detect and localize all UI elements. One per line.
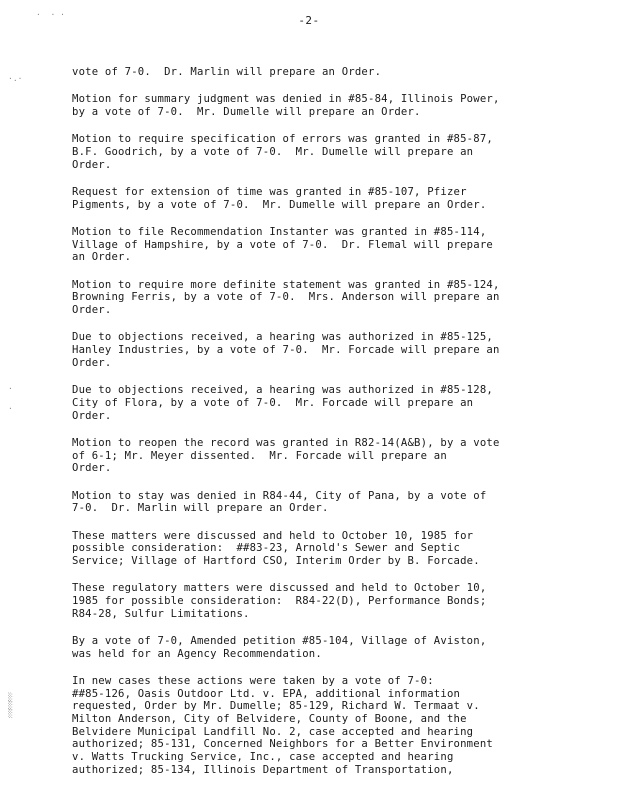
scan-mark: · · · [36,10,65,19]
scan-mark: · [8,384,13,393]
scan-mark: · [8,404,13,413]
scan-mark: ░ ░ ░ [8,693,13,718]
paragraph: These matters were discussed and held to October 10, 1985 for possible consideration: ##83-23, Arnold's Sewer and Septic Service; Village of Hartford CSO, Interim Order by B. Forcade. [72,529,480,567]
paragraph: Motion to file Recommendation Instanter was granted in #85-114, Village of Hampshire, by a vote of 7-0. Dr. Flemal will prepare an Order. [72,226,493,264]
paragraph: By a vote of 7-0, Amended petition #85-104, Village of Aviston, was held for an Agency Recommendation. [72,634,487,660]
scan-mark: ·.· [8,74,23,83]
paragraph: Motion for summary judgment was denied in #85-84, Illinois Power, by a vote of 7-0. Mr. Dumelle will prepare an Order. [72,93,500,118]
paragraph: Request for extension of time was granted in #85-107, Pfizer Pigments, by a vote of 7-0. Mr. Dumelle will prepare an Order. [72,186,487,211]
document-body [72,66,562,791]
paragraph: Due to objections received, a hearing was authorized in #85-128, City of Flora, by a vote of 7-0. Mr. Forcade will prepare an Order. [72,384,493,422]
page-number: -2- [298,14,320,27]
paragraph: Motion to require more definite statement was granted in #85-124, Browning Ferris, by a vote of 7-0. Mrs. Anderson will prepare an Order. [72,278,500,317]
paragraph: Motion to reopen the record was granted in R82-14(A&B), by a vote of 6-1; Mr. Meyer dissented. Mr. Forcade will prepare an Order. [72,436,500,475]
paragraph: In new cases these actions were taken by a vote of 7-0: ##85-126, Oasis Outdoor Ltd. v. EPA, additional information requested, Order by Mr. Dumelle; 85-129, Richard W. Termaat v. Milton Anderson, City of Belvidere, County of Boone, and the Belvidere Municipal Landfill No. 2, case accepted and hearing authorized; 85-131, Concerned Neighbors for a Better Environment v. Watts Trucking Service, Inc., case accepted and hearing authorized; 85-134, Illinois Department of Transportation, [72,674,493,776]
paragraph: These regulatory matters were discussed and held to October 10, 1985 for possible consideration: R84-22(D), Performance Bonds; R84-28, Sulfur Limitations. [72,582,487,620]
paragraph: vote of 7-0. Dr. Marlin will prepare an Order. [72,66,382,78]
paragraph: Motion to require specification of errors was granted in #85-87, B.F. Goodrich, by a vote of 7-0. Mr. Dumelle will prepare an Order. [72,133,493,171]
paragraph: Due to objections received, a hearing was authorized in #85-125, Hanley Industries, by a vote of 7-0. Mr. Forcade will prepare an Order. [72,331,500,369]
paragraph: Motion to stay was denied in R84-44, City of Pana, by a vote of 7-0. Dr. Marlin will prepare an Order. [72,489,487,515]
